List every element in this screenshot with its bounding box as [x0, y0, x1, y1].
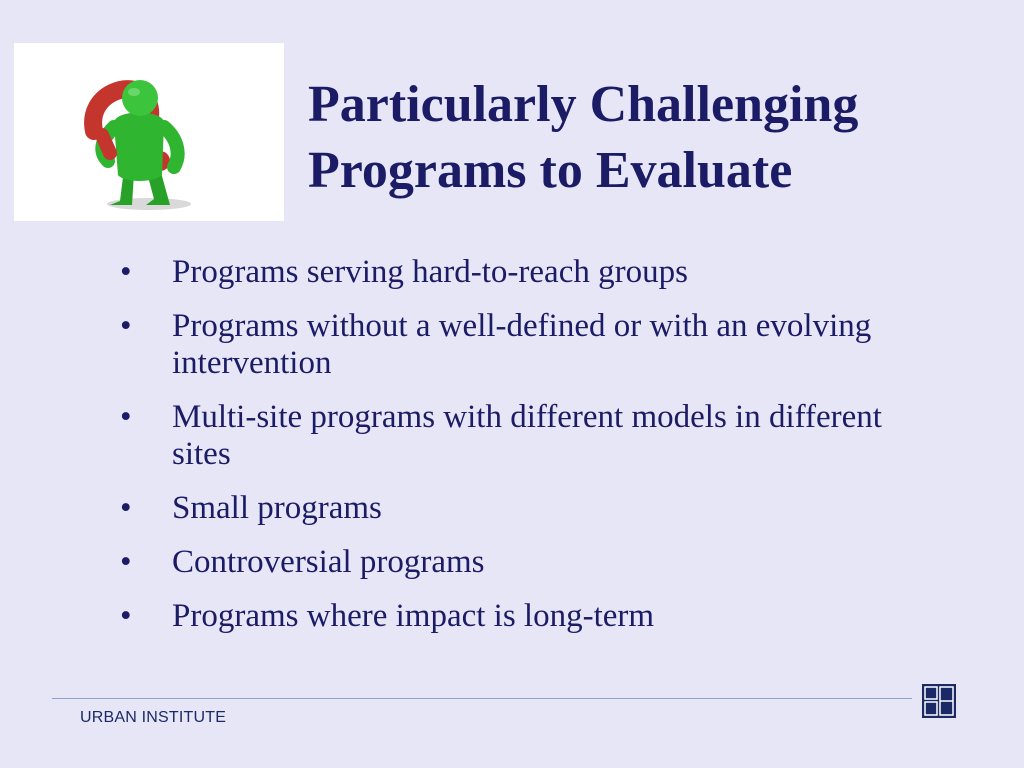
green-figure-question-mark-icon [14, 43, 284, 221]
bullet-marker: • [120, 544, 132, 580]
bullet-marker: • [120, 399, 132, 435]
bullet-item [120, 399, 920, 473]
slide-title [308, 72, 858, 204]
footer-divider [52, 698, 912, 699]
urban-institute-logo-icon [922, 684, 956, 718]
bullet-text: Multi-site programs with different models in different sites [172, 399, 882, 472]
footer-organization-name: URBAN INSTITUTE [80, 709, 227, 726]
bullet-item [120, 544, 920, 581]
bullet-marker: • [120, 598, 132, 634]
bullet-marker: • [120, 490, 132, 526]
bullet-item [120, 254, 920, 291]
clipart-image [14, 43, 284, 221]
bullet-text: Programs without a well-defined or with an evolving intervention [172, 308, 872, 381]
slide-title-line-1: Particularly Challenging [308, 76, 859, 133]
bullet-item [120, 490, 920, 527]
slide-title-line-2: Programs to Evaluate [308, 142, 793, 199]
bullet-list [120, 254, 920, 652]
bullet-item [120, 598, 920, 635]
bullet-text: Controversial programs [172, 544, 485, 580]
bullet-text: Small programs [172, 490, 382, 526]
bullet-item [120, 308, 920, 382]
bullet-text: Programs where impact is long-term [172, 598, 655, 634]
bullet-marker: • [120, 254, 132, 290]
bullet-marker: • [120, 308, 132, 344]
bullet-text: Programs serving hard-to-reach groups [172, 254, 688, 290]
